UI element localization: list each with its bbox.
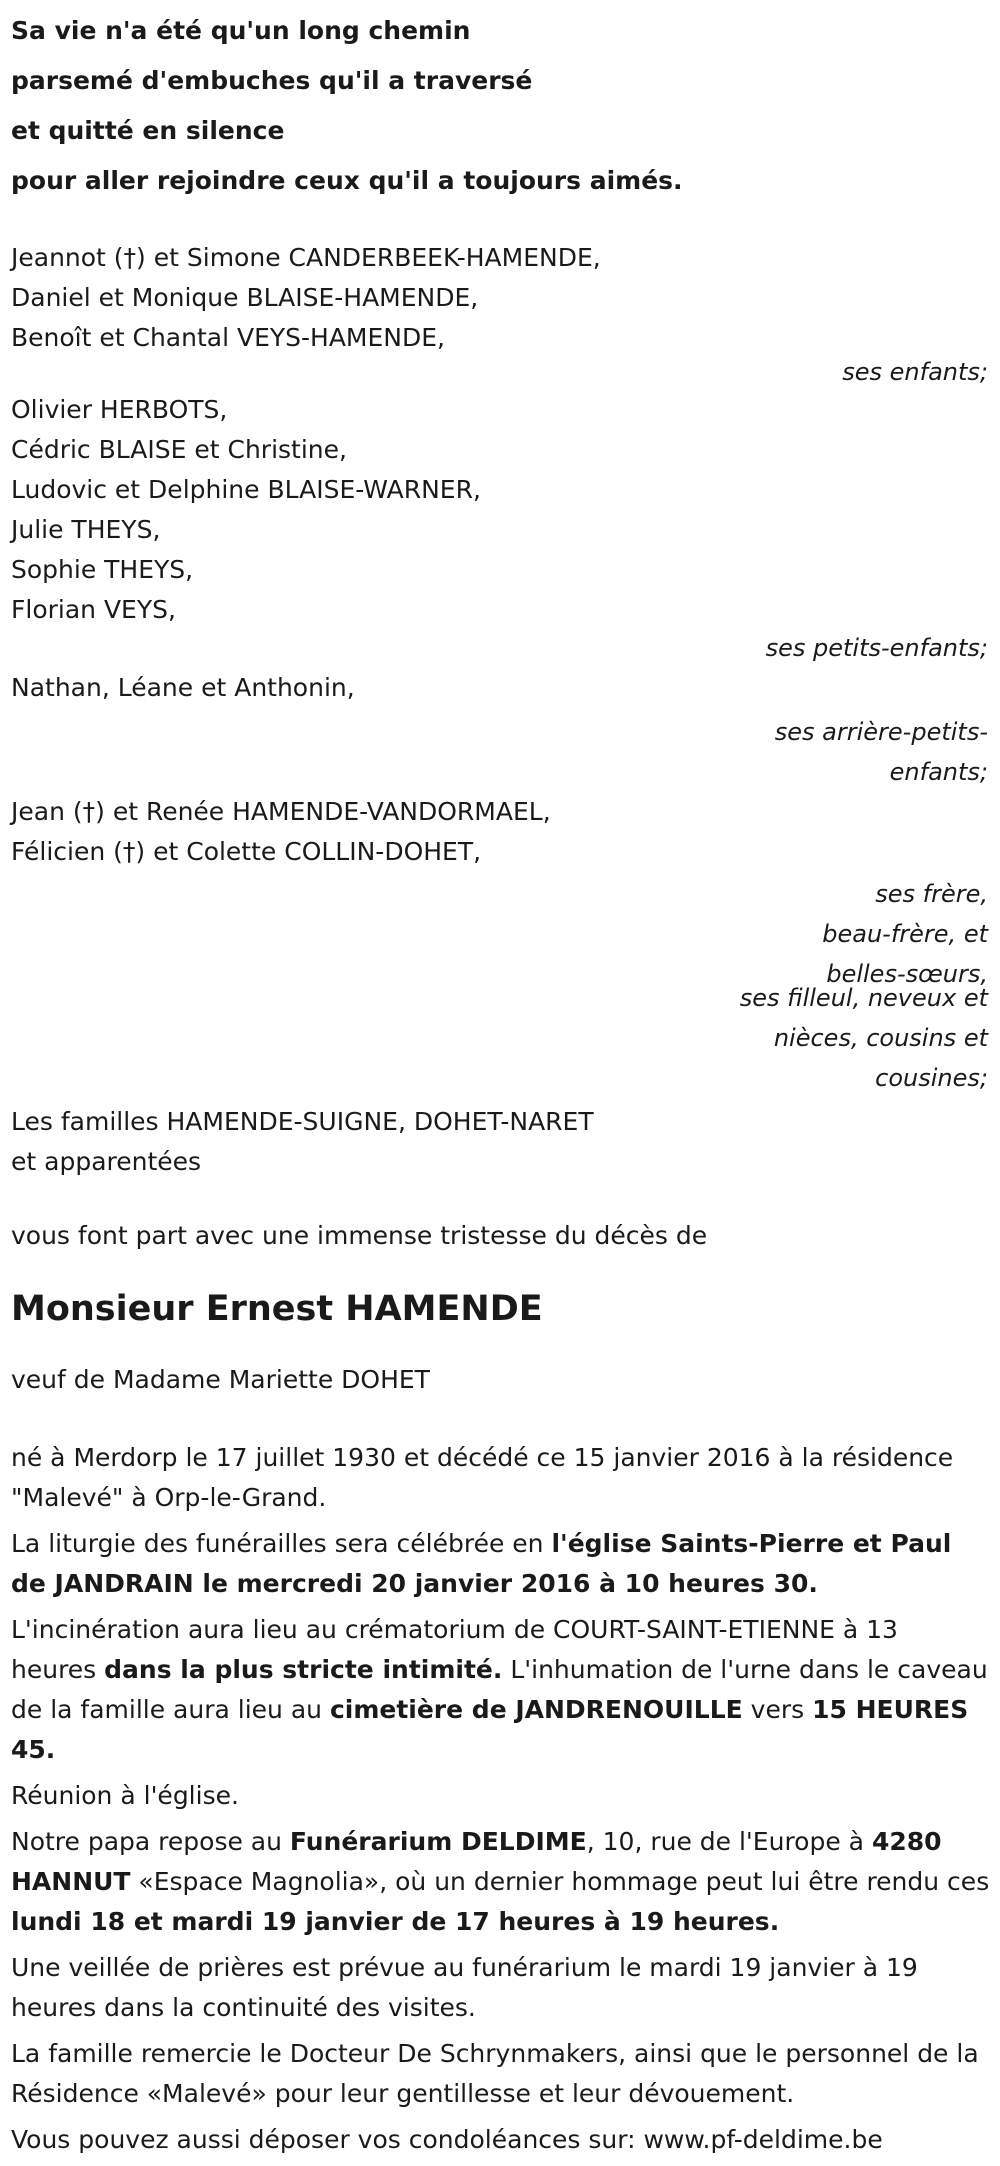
grandchild-line-6: Florian VEYS, bbox=[11, 595, 176, 624]
poem-line-2: parsemé d'embuches qu'il a traversé bbox=[11, 66, 533, 95]
child-line-1: Jeannot (†) et Simone CANDERBEEK-HAMENDE, bbox=[11, 243, 601, 272]
cremation-text-3: vers bbox=[742, 1695, 813, 1724]
widower-text: veuf de Madame Mariette DOHET bbox=[11, 1365, 430, 1394]
grandchildren-relation: ses petits-enfants; bbox=[765, 634, 988, 662]
opening-poem bbox=[11, 6, 991, 206]
cremation-intimacy: dans la plus stricte intimité. bbox=[104, 1655, 503, 1684]
birth-death-paragraph: né à Merdorp le 17 juillet 1930 et décédé ce 15 janvier 2016 à la résidence "Malevé" à Orp-le-Grand. bbox=[11, 1443, 954, 1512]
godchildren-relation-3: cousines; bbox=[875, 1064, 988, 1092]
reunion-text: Réunion à l'église. bbox=[11, 1781, 239, 1810]
great-grandchildren-relation-2: enfants; bbox=[889, 758, 988, 786]
godchildren-relation-2: nièces, cousins et bbox=[773, 1024, 988, 1052]
visiting-hours: lundi 18 et mardi 19 janvier de 17 heures à 19 heures. bbox=[11, 1907, 780, 1936]
sibling-line-2: Félicien (†) et Colette COLLIN-DOHET, bbox=[11, 837, 482, 866]
deceased-name: Monsieur Ernest HAMENDE bbox=[11, 1289, 543, 1329]
great-grandchild-line-1: Nathan, Léane et Anthonin, bbox=[11, 673, 355, 702]
cremation-text-1: L'incinération aura lieu au crématorium de COURT-SAINT-ETIENNE à 13 heures bbox=[11, 1615, 898, 1684]
godchildren-group bbox=[11, 978, 991, 1098]
funerarium-text-3: «Espace Magnolia», où un dernier hommage peut lui être rendu ces bbox=[130, 1867, 990, 1896]
siblings-group bbox=[11, 792, 991, 994]
liturgy-text: La liturgie des funérailles sera célébrée en bbox=[11, 1529, 552, 1558]
liturgy-paragraph bbox=[11, 1524, 991, 1604]
funerarium-city: 4280 HANNUT bbox=[11, 1827, 942, 1896]
families-line-2: et apparentées bbox=[11, 1147, 202, 1176]
sibling-line-1: Jean (†) et Renée HAMENDE-VANDORMAEL, bbox=[11, 797, 551, 826]
godchildren-relation-1: ses filleul, neveux et bbox=[739, 984, 988, 1012]
vigil-paragraph: Une veillée de prières est prévue au funérarium le mardi 19 janvier à 19 heures dans la continuité des visites. bbox=[11, 1953, 918, 2022]
children-group bbox=[11, 238, 991, 392]
grandchild-line-2: Cédric BLAISE et Christine, bbox=[11, 435, 347, 464]
grandchildren-group bbox=[11, 390, 991, 668]
poem-line-4: pour aller rejoindre ceux qu'il a toujours aimés. bbox=[11, 166, 683, 195]
grandchild-line-3: Ludovic et Delphine BLAISE-WARNER, bbox=[11, 475, 481, 504]
condolences-text: Vous pouvez aussi déposer vos condoléances sur: www.pf-deldime.be bbox=[11, 2125, 883, 2154]
burial-time: 15 HEURES 45. bbox=[11, 1695, 969, 1764]
siblings-relation-2: beau-frère, et bbox=[822, 920, 988, 948]
families-line-1: Les familles HAMENDE-SUIGNE, DOHET-NARET bbox=[11, 1107, 594, 1136]
siblings-relation-3: belles-sœurs, bbox=[826, 960, 988, 988]
poem-line-1: Sa vie n'a été qu'un long chemin bbox=[11, 16, 471, 45]
great-grandchildren-group bbox=[11, 668, 991, 792]
grandchild-line-4: Julie THEYS, bbox=[11, 515, 161, 544]
funerarium-text-1: Notre papa repose au bbox=[11, 1827, 290, 1856]
child-line-3: Benoît et Chantal VEYS-HAMENDE, bbox=[11, 323, 445, 352]
families-group bbox=[11, 1102, 991, 1182]
funerarium-name: Funérarium DELDIME bbox=[289, 1827, 587, 1856]
siblings-relation-1: ses frère, bbox=[875, 880, 988, 908]
poem-line-3: et quitté en silence bbox=[11, 116, 285, 145]
liturgy-location-date: l'église Saints-Pierre et Paul de JANDRAIN le mercredi 20 janvier 2016 à 10 heures 30. bbox=[11, 1529, 952, 1598]
obituary-page bbox=[11, 0, 991, 2166]
child-line-2: Daniel et Monique BLAISE-HAMENDE, bbox=[11, 283, 479, 312]
grandchild-line-5: Sophie THEYS, bbox=[11, 555, 194, 584]
announcement-text: vous font part avec une immense tristesse du décès de bbox=[11, 1221, 708, 1250]
grandchild-line-1: Olivier HERBOTS, bbox=[11, 395, 228, 424]
thanks-paragraph: La famille remercie le Docteur De Schrynmakers, ainsi que le personnel de la Résidence «Malevé» pour leur gentillesse et leur dévouement. bbox=[11, 2039, 979, 2108]
children-relation: ses enfants; bbox=[842, 358, 988, 386]
cemetery-name: cimetière de JANDRENOUILLE bbox=[329, 1695, 743, 1724]
great-grandchildren-relation-1: ses arrière-petits- bbox=[774, 718, 988, 746]
funerarium-text-2: , 10, rue de l'Europe à bbox=[586, 1827, 872, 1856]
cremation-text-2: L'inhumation de l'urne dans le caveau de la famille aura lieu au bbox=[11, 1655, 988, 1724]
funerarium-paragraph bbox=[11, 1822, 991, 1942]
cremation-paragraph bbox=[11, 1610, 991, 1770]
